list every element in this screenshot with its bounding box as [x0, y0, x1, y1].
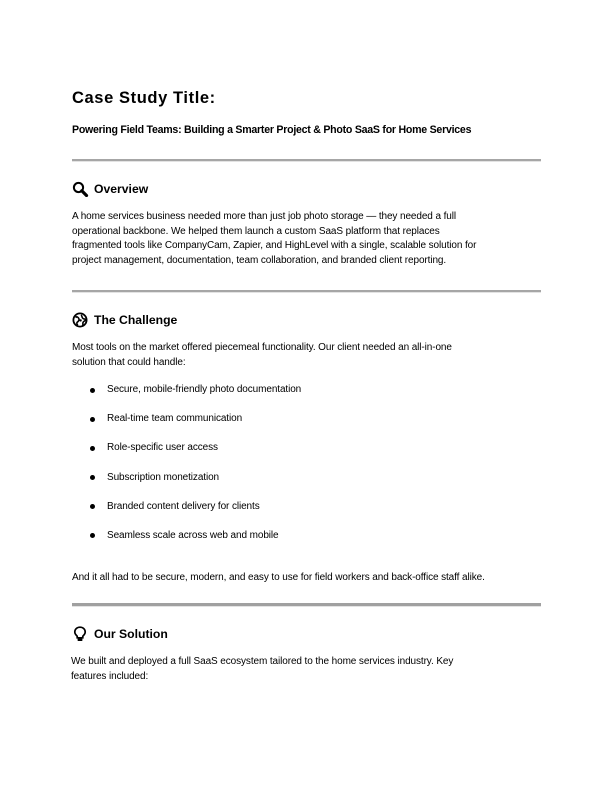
challenge-bullet-list: [90, 383, 301, 558]
bullet-icon: [90, 504, 95, 509]
list-item: Secure, mobile-friendly photo documentation: [90, 383, 301, 412]
solution-heading-text: Our Solution: [94, 627, 168, 641]
solution-heading: [72, 626, 168, 642]
magnifier-icon: [72, 181, 89, 197]
overview-paragraph: A home services business needed more than just job photo storage — they needed a full operational backbone. We helped them launch a custom SaaS platform that replaces fragmented tools like CompanyCam, Zapier, and HighLevel with a single, scalable solution for project management, documentation, team collaboration, and branded client reporting.: [72, 211, 477, 266]
overview-heading-text: Overview: [94, 182, 149, 196]
bullet-icon: [90, 417, 95, 422]
lightbulb-icon: [72, 626, 89, 642]
solution-intro: We built and deployed a full SaaS ecosystem tailored to the home services industry. Key features included:: [71, 656, 454, 682]
document-subtitle: Powering Field Teams: Building a Smarter Project & Photo SaaS for Home Services: [72, 124, 472, 136]
bullet-icon: [90, 388, 95, 393]
bullet-icon: [90, 446, 95, 451]
list-item: Real-time team communication: [90, 412, 301, 441]
section-divider: [72, 603, 541, 607]
list-item: Subscription monetization: [90, 471, 301, 500]
challenge-heading: [72, 312, 177, 328]
challenge-closing: And it all had to be secure, modern, and easy to use for field workers and back-office staff alike.: [72, 572, 485, 583]
list-item: Role-specific user access: [90, 441, 301, 470]
document-title: Case Study Title:: [72, 89, 216, 107]
overview-heading: [72, 181, 148, 197]
section-divider: [72, 290, 541, 293]
puzzle-globe-icon: [72, 312, 89, 328]
bullet-icon: [90, 533, 95, 538]
section-divider: [72, 159, 541, 162]
list-item: Branded content delivery for clients: [90, 500, 301, 529]
bullet-icon: [90, 475, 95, 480]
list-item: Seamless scale across web and mobile: [90, 529, 301, 558]
challenge-intro: Most tools on the market offered piecemeal functionality. Our client needed an all-in-one solution that could handle:: [72, 342, 452, 368]
challenge-heading-text: The Challenge: [94, 313, 178, 327]
